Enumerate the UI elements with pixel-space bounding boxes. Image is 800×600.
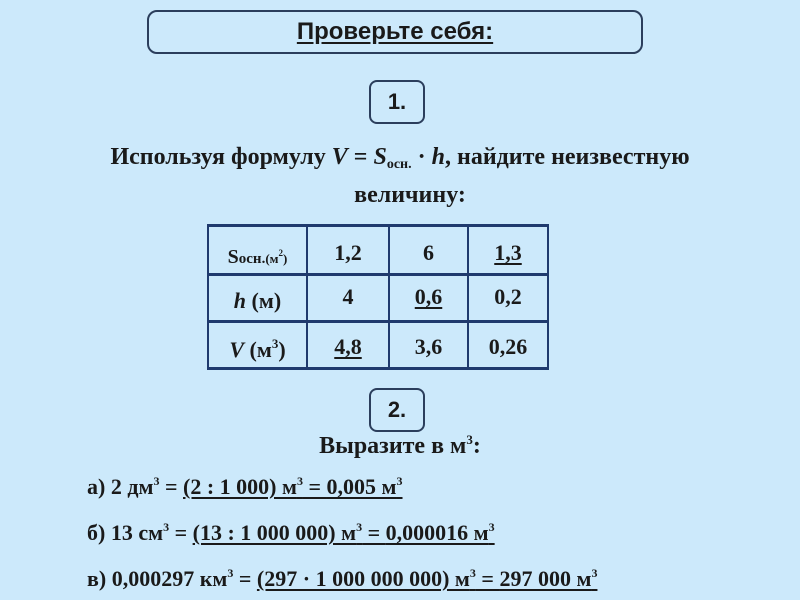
conversion-line-b: б) 13 $см^3 = (13$ : 1 000 000) $м^3 = 0,000016$ $м^3$ — [87, 520, 495, 545]
table-border — [207, 367, 549, 370]
row-label-volume: V $(м^3)$ — [229, 336, 286, 362]
task-1-text: Используя формулу $V = S_{осн.} \cdot h$, найдите неизвестную — [110, 144, 690, 172]
page-title: Проверьте себя: — [296, 18, 494, 45]
task-2-number-box — [369, 388, 425, 432]
table-cell: 6 — [423, 240, 434, 265]
task-1-number: 1. — [387, 89, 407, 114]
conversion-line-c: в) 0,000297 $км^3 = (297 \cdot 1$ 000 000 000) $м^3 = 297$ 000 $м^3$ — [87, 566, 598, 591]
table-border — [207, 320, 549, 323]
table-cell: 4,8 — [334, 334, 362, 359]
table-cell: 4 — [342, 284, 354, 309]
conversion-line-a: а) 2 $дм^3 = (2$ : 1 000) $м^3 = 0,005$ $м^3$ — [87, 474, 403, 499]
table-border — [207, 224, 549, 227]
row-label-area: $Sосн.(м^2)$ — [227, 246, 288, 268]
table-cell: 0,6 — [414, 284, 443, 309]
table-cell: 1,3 — [494, 240, 522, 265]
values-table — [207, 224, 551, 370]
table-border — [547, 224, 549, 370]
task-1-number-box — [369, 80, 425, 124]
table-cell: 0,2 — [494, 284, 522, 309]
row-label-height: h (м) — [233, 288, 282, 313]
title-box — [147, 10, 643, 54]
table-cell: 1,2 — [334, 240, 362, 265]
task-1-text-line2: величину: — [354, 182, 466, 208]
task-2-heading: Выразите в $м^3$: — [319, 432, 481, 459]
table-cell: 0,26 — [488, 334, 528, 359]
table-cell: 3,6 — [414, 334, 443, 359]
task-2-number: 2. — [387, 397, 407, 422]
table-border — [207, 273, 549, 276]
